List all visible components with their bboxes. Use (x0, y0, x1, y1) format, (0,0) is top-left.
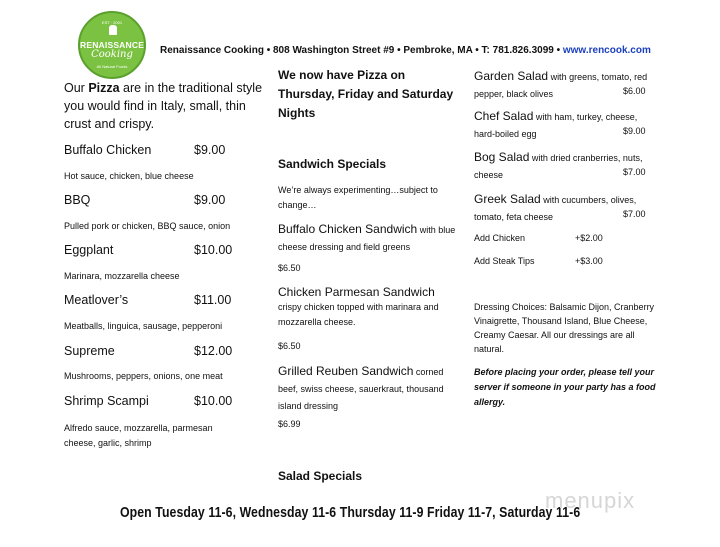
separator: • (263, 45, 273, 56)
opening-hours: Open Tuesday 11-6, Wednesday 11-6 Thursday 11-9 Friday 11-7, Saturday 11-6 (120, 504, 581, 521)
salad-name: Bog Salad (474, 150, 530, 164)
pizza-announcement: We now have Pizza on Thursday, Friday and Saturday Nights (278, 68, 454, 120)
dressing-choices: Dressing Choices: Balsamic Dijon, Cranberry Vinaigrette, Thousand Island, Blue Cheese, Creamy Caesar. All our dressings are all natural. (474, 302, 655, 354)
sandwich-price: $6.99 (278, 419, 301, 429)
salad-name: Greek Salad (474, 192, 541, 206)
addon-label: Add Chicken (474, 233, 526, 243)
sandwich-desc: with blue cheese dressing and field greens (278, 225, 456, 252)
pizza-desc: Alfredo sauce, mozzarella, parmesan cheese, garlic, shrimp (64, 423, 213, 448)
menupix-watermark: menupix (545, 488, 636, 513)
pizza-desc: Marinara, mozzarella cheese (64, 271, 180, 281)
intro-text: are in the traditional style you would find in Italy, small, thin crust and crispy. (64, 81, 263, 131)
pizza-name: Supreme (64, 344, 115, 358)
pizza-intro (64, 79, 264, 133)
city: Pembroke, MA (403, 45, 473, 56)
logo-cooking: Cooking (91, 49, 133, 60)
logo-name: RENAISSANCE (80, 40, 145, 50)
pizza-price: $10.00 (194, 243, 233, 257)
pizza-price: $9.00 (194, 143, 226, 157)
website-link[interactable]: www.rencook.com (562, 45, 651, 56)
restaurant-logo (78, 11, 146, 79)
sandwich-item (278, 221, 458, 255)
salad-desc: with ham, turkey, cheese, hard-boiled egg (474, 112, 638, 139)
salad-desc: with greens, tomato, red pepper, black olives (474, 72, 648, 99)
pizza-price: $10.00 (194, 394, 233, 408)
sandwich-desc: crispy chicken topped with marinara and mozzarella cheese. (278, 302, 439, 327)
pizza-name: Meatlover’s (64, 293, 129, 307)
addon-label: Add Steak Tips (474, 256, 535, 266)
separator: • (472, 45, 482, 56)
sandwich-item (278, 363, 463, 414)
contact-line (160, 45, 651, 56)
salad-desc: with cucumbers, olives, tomato, feta cheese (474, 195, 637, 222)
pizza-desc: Mushrooms, peppers, onions, one meat (64, 371, 223, 381)
sandwich-desc: corned beef, swiss cheese, sauerkraut, thousand island dressing (278, 367, 444, 411)
pizza-desc: Pulled pork or chicken, BBQ sauce, onion (64, 221, 231, 231)
salad-price: $7.00 (623, 209, 646, 219)
pizza-name: Eggplant (64, 243, 114, 257)
salad-desc: with dried cranberries, nuts, cheese (474, 153, 643, 180)
pizza-price: $11.00 (194, 293, 232, 307)
logo-est: EST · 2001 (101, 20, 123, 25)
logo-tagline: All Natural Foods (96, 64, 128, 69)
chef-hat-icon (109, 25, 117, 35)
addon-price: +$2.00 (575, 233, 603, 243)
separator: • (553, 45, 563, 56)
sandwich-price: $6.50 (278, 341, 301, 351)
sandwich-name: Grilled Reuben Sandwich (278, 364, 414, 378)
salad-specials-heading: Salad Specials (278, 469, 363, 483)
salad-price: $6.00 (623, 86, 646, 96)
sandwich-price: $6.50 (278, 263, 301, 273)
separator: • (394, 45, 404, 56)
intro-text: Our (64, 81, 89, 95)
pizza-name: Shrimp Scampi (64, 394, 149, 408)
pizza-name: BBQ (64, 193, 91, 207)
sandwich-name: Buffalo Chicken Sandwich (278, 222, 418, 236)
sandwich-heading: Sandwich Specials (278, 157, 387, 171)
pizza-name: Buffalo Chicken (64, 143, 152, 157)
sandwich-item (278, 285, 458, 330)
salad-price: $7.00 (623, 167, 646, 177)
pizza-desc: Hot sauce, chicken, blue cheese (64, 171, 194, 181)
sandwich-note: We’re always experimenting…subject to change… (278, 185, 438, 210)
allergy-notice: Before placing your order, please tell your server if someone in your party has a food allergy. (474, 367, 656, 407)
salad-price: $9.00 (623, 126, 646, 136)
sandwich-name: Chicken Parmesan Sandwich (278, 285, 435, 299)
addon-price: +$3.00 (575, 256, 603, 266)
salad-name: Chef Salad (474, 109, 534, 123)
phone: T: 781.826.3099 (481, 45, 554, 56)
pizza-desc: Meatballs, linguica, sausage, pepperoni (64, 321, 223, 331)
salad-name: Garden Salad (474, 69, 549, 83)
restaurant-name: Renaissance Cooking (160, 45, 264, 56)
address: 808 Washington Street #9 (272, 45, 395, 56)
pizza-price: $12.00 (194, 344, 233, 358)
intro-pizza-word: Pizza (88, 81, 120, 95)
pizza-price: $9.00 (194, 193, 226, 207)
